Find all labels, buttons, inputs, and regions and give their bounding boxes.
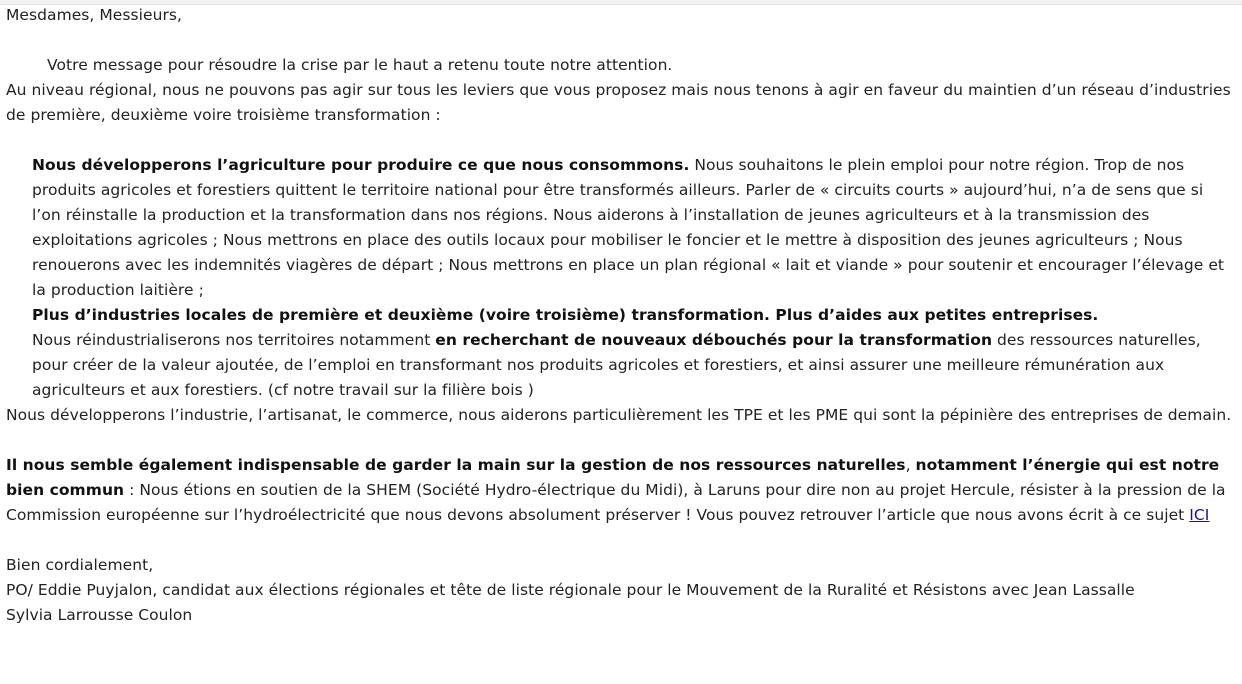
section-industries-body-start: Nous réindustrialiserons nos territoires notamment xyxy=(32,331,436,349)
section-industries-title: Plus d’industries locales de première et deuxième (voire troisième) transformation. Plus d’aides aux petites entreprises. xyxy=(32,306,1099,324)
section-resources-comma: , xyxy=(905,456,916,474)
section-resources-bold2: notamment l’énergie qui est notre bien commun xyxy=(6,456,1220,499)
article-link[interactable]: ICI xyxy=(1189,506,1210,524)
spacer xyxy=(6,528,1236,553)
section-industries-body2: Nous développerons l’industrie, l’artisanat, le commerce, nous aiderons particulièrement les TPE et les PME qui sont la pépinière des entreprises de demain. xyxy=(6,406,1232,424)
section-industries-heading xyxy=(6,303,1236,328)
intro-paragraph: Au niveau régional, nous ne pouvons pas agir sur tous les leviers que vous proposez mais nous tenons à agir en faveur du maintien d’un réseau d’industries de première, deuxième voire troisième transformation : xyxy=(6,81,1231,124)
email-body xyxy=(6,3,1236,628)
section-industries-body xyxy=(6,328,1236,403)
section-agriculture-heading: Nous développerons l’agriculture pour produire ce que nous consommons. xyxy=(32,156,690,174)
signature-author: Sylvia Larrousse Coulon xyxy=(6,606,193,624)
intro-line: Votre message pour résoudre la crise par le haut a retenu toute notre attention. xyxy=(47,56,673,74)
greeting: Mesdames, Messieurs, xyxy=(6,6,182,24)
section-industries-body-bold: en recherchant de nouveaux débouchés pour la transformation xyxy=(435,331,993,349)
closing-salutation: Bien cordialement, xyxy=(6,556,154,574)
spacer xyxy=(6,128,1236,153)
section-agriculture xyxy=(6,153,1236,303)
section-resources-body: : Nous étions en soutien de la SHEM (Société Hydro-électrique du Midi), à Laruns pour dire non au projet Hercule, résister à la pression de la Commission européenne sur l’hydroélectricité que nous devons absolument préserver ! Vous pouvez retrouver l’article que nous avons écrit à ce sujet xyxy=(6,481,1226,524)
section-agriculture-body: Nous souhaitons le plein emploi pour notre région. Trop de nos produits agricoles et forestiers quittent le territoire national pour être transformés ailleurs. Parler de « circuits courts » aujourd’hui, n’a de sens que si l’on réinstalle la production et la transformation dans nos régions. Nous aiderons à l’installation de jeunes agriculteurs et à la transmission des exploitations agricoles ; Nous mettrons en place des outils locaux pour mobiliser le foncier et le mettre à disposition des jeunes agriculteurs ; Nous renouerons avec les indemnités viagères de départ ; Nous mettrons en place un plan régional « lait et viande » pour soutenir et encourager l’élevage et la production laitière ; xyxy=(32,156,1225,299)
signature-line: PO/ Eddie Puyjalon, candidat aux élections régionales et tête de liste régionale pour le Mouvement de la Ruralité et Résistons avec Jean Lassalle xyxy=(6,581,1135,599)
section-resources-bold1: Il nous semble également indispensable de garder la main sur la gestion de nos ressources naturelles xyxy=(6,456,906,474)
spacer xyxy=(6,428,1236,453)
section-resources xyxy=(6,453,1236,528)
spacer xyxy=(6,28,1236,53)
section-industries-body-end: des ressources naturelles, pour créer de la valeur ajoutée, de l’emploi en transformant nos produits agricoles et forestiers, et ainsi assurer une meilleure rémunération aux agriculteurs et aux forestiers. (cf notre travail sur la filière bois ) xyxy=(32,331,1201,399)
